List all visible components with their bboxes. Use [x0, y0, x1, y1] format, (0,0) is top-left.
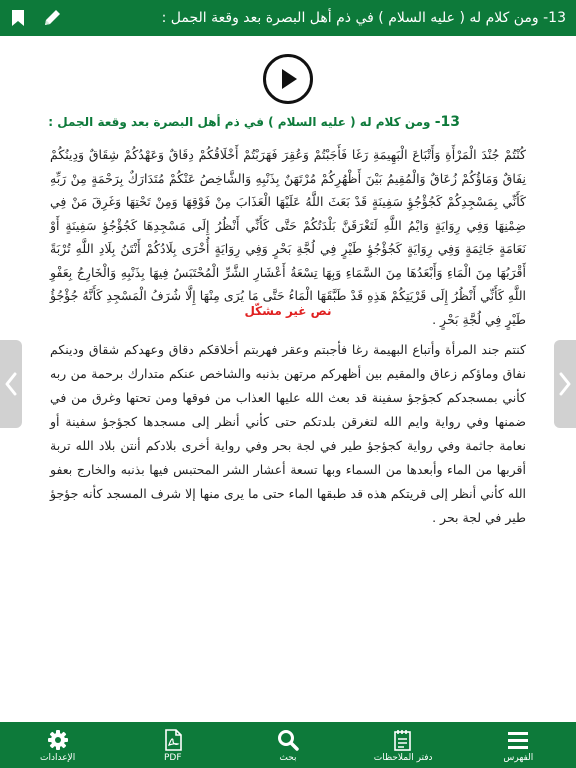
vocalized-text: كُنْتُمْ جُنْدَ الْمَرْأَةِ وَأَتْبَاعَ الْبَهِيمَةِ رَغَا فَأَجَبْتُمْ وَعُقِرَ فَهَرَبْتُمْ أَخْلَاقُكُمْ دِقَاقٌ وَعَهْدُكُمْ شِقَاقٌ وَدِينُكُمْ نِفَاقٌ وَمَاؤُكُمْ زُعَاقٌ وَالْمُقِيمُ بَيْنَ أَظْهُرِكُمْ مُرْتَهَنٌ بِذَنْبِهِ وَالشَّاخِصُ عَنْكُمْ مُتَدَارَكٌ بِرَحْمَةٍ مِنْ رَبِّهِ كَأَنِّي بِمَسْجِدِكُمْ كَجُؤْجُؤِ سَفِينَةٍ قَدْ بَعَثَ اللَّهُ عَلَيْهَا الْعَذَابَ مِنْ فَوْقِهَا وَمِنْ تَحْتِهَا وَغَرِقَ مَنْ فِي ضِمْنِهَا وَفِي رِوَايَةٍ وَايْمُ اللَّهِ لَتَغْرَقَنَّ بَلْدَتُكُمْ حَتَّى كَأَنِّي أَنْظُرُ إِلَى مَسْجِدِهَا كَجُؤْجُؤِ سَفِينَةٍ أَوْ نَعَامَةٍ جَاثِمَةٍ وَفِي رِوَايَةٍ كَجُؤْجُؤِ طَيْرٍ فِي لُجَّةِ بَحْرٍ وَفِي رِوَايَةٍ أُخْرَى بِلَادُكُمْ أَنْتَنُ بِلَادِ اللَّهِ تُرْبَةً أَقْرَبُهَا مِنَ الْمَاءِ وَأَبْعَدُهَا مِنَ السَّمَاءِ وَبِهَا تِسْعَةُ أَعْشَارِ الشَّرِّ الْمُحْتَبَسُ فِيهَا بِذَنْبِهِ وَالْخَارِجُ بِعَفْوِ اللَّهِ كَأَنِّي أَنْظُرُ إِلَى قَرْيَتِكُمْ هَذِهِ قَدْ طَبَّقَهَا الْمَاءُ حَتَّى مَا يُرَى مِنْهَا إِلَّا شُرَفُ الْمَسْجِدِ كَأَنَّهُ جُؤْجُؤُ طَيْرٍ فِي لُجَّةِ بَحْرٍ . — [50, 147, 526, 327]
search-icon — [277, 728, 299, 752]
nav-index-label: الفهرس — [503, 752, 534, 763]
menu-icon — [507, 728, 529, 752]
gear-icon — [47, 728, 69, 752]
chevron-left-icon — [4, 371, 18, 397]
play-icon — [277, 67, 299, 91]
notebook-icon — [393, 728, 413, 752]
top-bar — [0, 0, 576, 36]
nav-notes[interactable] — [363, 728, 443, 763]
page-title: 13- ومن كلام له ( عليه السلام ) في ذم أهل البصرة بعد وقعة الجمل : — [161, 10, 566, 26]
nav-search-label: بحث — [279, 752, 297, 763]
nav-pdf[interactable] — [133, 728, 213, 763]
next-page-button[interactable] — [554, 340, 576, 428]
nav-pdf-label: PDF — [164, 752, 182, 763]
plain-text: كنتم جند المرأة وأتباع البهيمة رغا فأجبتم وعقر فهربتم أخلاقكم دقاق وعهدكم شقاق ودينكم نفاق وماؤكم زعاق والمقيم بين أظهركم مرتهن بذنبه والشاخص عنكم متدارك برحمة من ربه كأني بمسجدكم كجؤجؤ سفينة قد بعث الله عليها العذاب من فوقها ومن تحتها وغرق من في ضمنها وفي رواية وايم الله لتغرقن بلدتكم حتى كأني أنظر إلى مسجدها كجؤجؤ سفينة أو نعامة جاثمة وفي رواية كجؤجؤ طير في لجة بحر وفي رواية أخرى بلادكم أنتن بلاد الله تربة أقربها من الماء وأبعدها من السماء وبها تسعة أعشار الشر المحتبس فيها بذنبه والخارج بعفو الله كأني أنظر إلى قريتكم هذه قد طبقها الماء حتى ما يرى منها إلا شرف المسجد كأنه جؤجؤ طير في لجة بحر . — [50, 342, 526, 525]
nav-settings[interactable] — [18, 728, 98, 763]
nav-index[interactable] — [478, 728, 558, 763]
plain-text-heading: نص غير مشكّل — [244, 304, 332, 318]
section-heading-text: ومن كلام له ( عليه السلام ) في ذم أهل البصرة بعد وقعة الجمل : — [48, 115, 431, 129]
nav-search[interactable] — [248, 728, 328, 763]
section-heading — [48, 114, 460, 130]
section-number: 13- — [434, 114, 460, 130]
nav-settings-label: الإعدادات — [39, 752, 76, 763]
play-button[interactable] — [263, 54, 313, 104]
nav-notes-label: دفتر الملاحظات — [373, 752, 433, 763]
chevron-right-icon — [558, 371, 572, 397]
previous-page-button[interactable] — [0, 340, 22, 428]
bottom-nav — [0, 722, 576, 768]
bookmark-icon[interactable] — [6, 6, 30, 30]
pencil-icon[interactable] — [40, 6, 64, 30]
pdf-file-icon — [164, 728, 182, 752]
